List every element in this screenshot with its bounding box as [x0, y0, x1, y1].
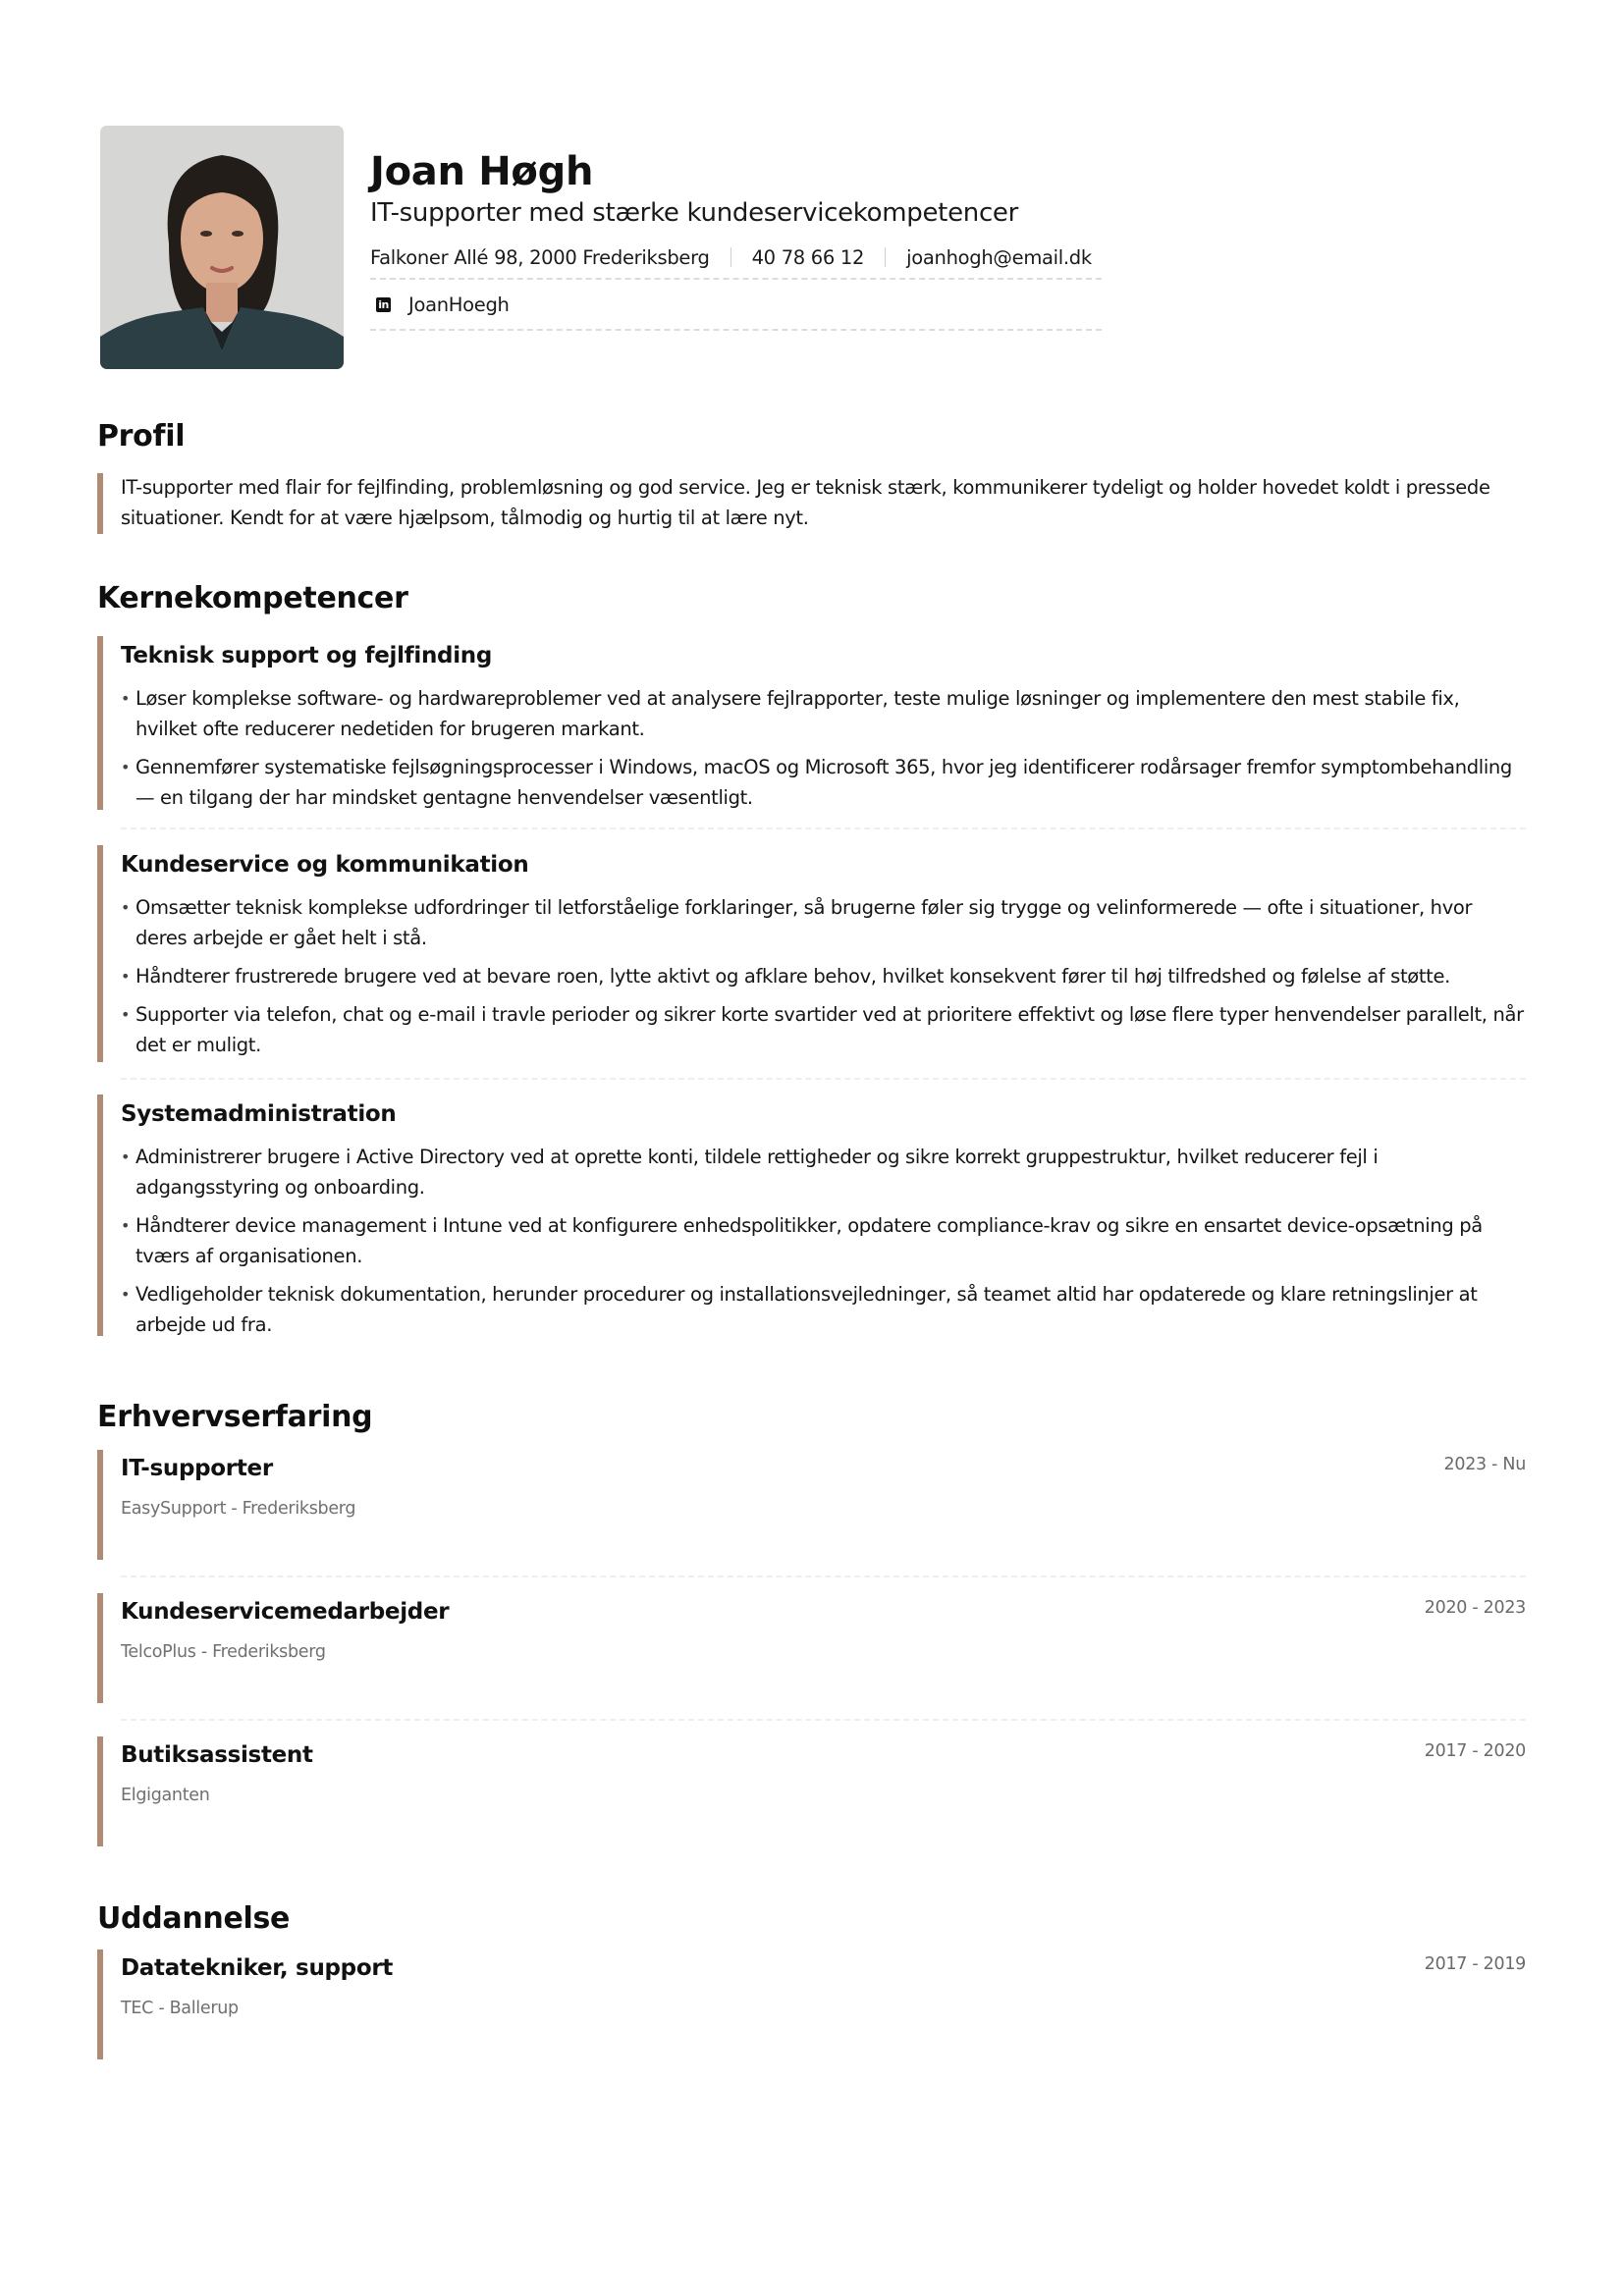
competency-list [121, 892, 1526, 1060]
competency-group [97, 845, 1526, 1062]
job-company: Elgiganten [121, 1786, 210, 1805]
separator [121, 1719, 1526, 1721]
section-heading-education: Uddannelse [97, 1901, 291, 1936]
job-company: EasySupport - Frederiksberg [121, 1499, 356, 1519]
portrait-image [100, 126, 344, 369]
list-item: • Gennemfører systematiske fejlsøgningsprocesser i Windows, macOS og Microsoft 365, hvor jeg identificerer rodårsager fremfor symptombehandling — en tilgang der har mindsket gentagne henvendelser væsentligt. [121, 752, 1526, 813]
job-title: Butiksassistent [121, 1742, 313, 1768]
resume-header [100, 126, 1102, 371]
competency-title: Kundeservice og kommunikation [121, 852, 529, 878]
job-dates: 2017 - 2020 [1424, 1741, 1526, 1761]
list-item: • Supporter via telefon, chat og e-mail i travle perioder og sikrer korte svartider ved at prioritere effektivt og løse flere typer henvendelser parallelt, når det er muligt. [121, 999, 1526, 1060]
divider [730, 247, 731, 267]
section-heading-experience: Erhvervserfaring [97, 1400, 373, 1434]
job-entry [97, 1736, 1526, 1846]
competency-title: Systemadministration [121, 1101, 397, 1127]
section-heading-competencies: Kernekompetencer [97, 581, 408, 615]
separator [121, 828, 1526, 829]
job-company: TelcoPlus - Frederiksberg [121, 1642, 326, 1662]
section-heading-profile: Profil [97, 419, 186, 454]
list-item: • Vedligeholder teknisk dokumentation, herunder procedurer og installationsvejledninger, så teamet altid har opdaterede og klare retningslinjer at arbejde ud fra. [121, 1279, 1526, 1340]
candidate-title: IT-supporter med stærke kundeservicekompetencer [370, 198, 1019, 228]
contact-row [370, 237, 1102, 280]
list-item: • Håndterer frustrerede brugere ved at bevare roen, lytte aktivt og afklare behov, hvilket konsekvent fører til høj tilfredshed og følelse af støtte. [121, 961, 1526, 991]
job-title: IT-supporter [121, 1456, 273, 1481]
job-dates: 2023 - Nu [1443, 1455, 1526, 1474]
phone[interactable]: 40 78 66 12 [751, 245, 865, 269]
profile-block [97, 473, 1526, 534]
job-dates: 2020 - 2023 [1424, 1598, 1526, 1618]
education-school: TEC - Ballerup [121, 1999, 239, 2018]
social-row [370, 280, 1102, 331]
education-title: Datatekniker, support [121, 1955, 394, 1981]
list-item: • Løser komplekse software- og hardwareproblemer ved at analysere fejlrapporter, teste mulige løsninger og implementere den mest stabile fix, hvilket ofte reducerer nedetiden for brugeren markant. [121, 683, 1526, 744]
address: Falkoner Allé 98, 2000 Frederiksberg [370, 245, 710, 269]
competency-title: Teknisk support og fejlfinding [121, 643, 493, 668]
candidate-name: Joan Høgh [370, 149, 594, 194]
separator [121, 1575, 1526, 1577]
linkedin-handle[interactable]: JoanHoegh [408, 293, 510, 316]
competency-group [97, 1095, 1526, 1336]
profile-text: IT-supporter med flair for fejlfinding, problemløsning og god service. Jeg er teknisk stærk, kommunikerer tydeligt og holder hovedet koldt i pressede situationer. Kendt for at være hjælpsom, tålmodig og hurtig til at lære nyt. [121, 476, 1490, 529]
competency-list [121, 1142, 1526, 1340]
job-entry [97, 1593, 1526, 1703]
separator [121, 1078, 1526, 1080]
list-item: • Omsætter teknisk komplekse udfordringer til letforståelige forklaringer, så brugerne føler sig trygge og velinformerede — ofte i situationer, hvor deres arbejde er gået helt i stå. [121, 892, 1526, 953]
job-entry [97, 1450, 1526, 1560]
header-info [370, 126, 1102, 331]
education-dates: 2017 - 2019 [1424, 1954, 1526, 1974]
education-entry [97, 1949, 1526, 2059]
profile-photo [100, 126, 344, 369]
email[interactable]: joanhogh@email.dk [906, 245, 1092, 269]
list-item: • Administrerer brugere i Active Directory ved at oprette konti, tildele rettigheder og sikre korrekt gruppestruktur, hvilket reducerer fejl i adgangsstyring og onboarding. [121, 1142, 1526, 1202]
competency-group [97, 636, 1526, 810]
list-item: • Håndterer device management i Intune ved at konfigurere enhedspolitikker, opdatere compliance-krav og sikre en ensartet device-opsætning på tværs af organisationen. [121, 1210, 1526, 1271]
linkedin-icon: in [376, 297, 391, 312]
competency-list [121, 683, 1526, 813]
job-title: Kundeservicemedarbejder [121, 1599, 450, 1625]
divider [885, 247, 886, 267]
